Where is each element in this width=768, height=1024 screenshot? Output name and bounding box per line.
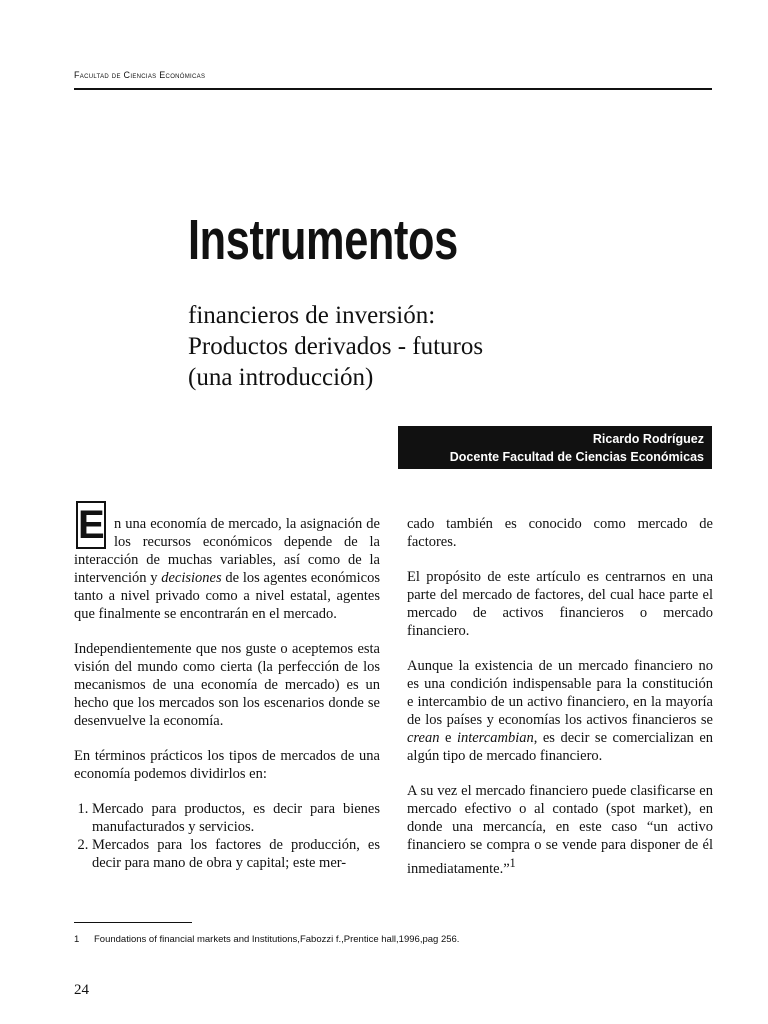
article-title: Instrumentos bbox=[188, 208, 458, 272]
drop-cap: E bbox=[78, 503, 105, 547]
right-column bbox=[407, 515, 713, 895]
footnote-text: Foundations of financial markets and Institutions,Fabozzi f.,Prentice hall,1996,pag 256. bbox=[94, 934, 460, 945]
subtitle-line-1: financieros de inversión: bbox=[188, 302, 436, 329]
running-header: Facultad de Ciencias Económicas bbox=[74, 70, 206, 80]
paragraph-intro: E n una economía de mercado, la asignación de los recursos económicos depende de la interacción de muchas variables, así como de la intervención y decisiones de los agentes económicos tanto a nivel privado como a nivel estatal, agentes que finalmente se encontrarán en el mercado. bbox=[74, 503, 380, 622]
article-subtitle bbox=[188, 300, 608, 393]
subtitle-line-2: Productos derivados - futuros bbox=[188, 333, 484, 360]
footnote-number: 1 bbox=[74, 934, 80, 945]
header-rule bbox=[74, 88, 712, 90]
author-name: Ricardo Rodríguez bbox=[592, 432, 704, 446]
list-item: 2. Mercados para los factores de producción, es decir para mano de obra y capital; este mer- bbox=[92, 836, 380, 872]
paragraph: A su vez el mercado financiero puede clasificarse en mercado efectivo o al contado (spot market), en donde una mercancía, en este caso “un activo financiero se compra o se vende para disponer de él inmediatamente.”$^1$ bbox=[407, 783, 713, 877]
market-types-list bbox=[74, 800, 380, 872]
paragraph: Aunque la existencia de un mercado financiero no es una condición indispensable para la constitución e intercambio de un activo financiero, en la mayoría de los países y economías los activos financieros se crean e intercambian, es decir se comercializan en algún tipo de mercado financiero. bbox=[407, 658, 713, 764]
footnote-ref[interactable]: 1 bbox=[509, 856, 516, 870]
subtitle-line-3: (una introducción) bbox=[188, 364, 374, 391]
footnote bbox=[74, 934, 674, 945]
author-box bbox=[398, 426, 712, 469]
list-item: 1. Mercado para productos, es decir para bienes manufacturados y servicios. bbox=[92, 800, 380, 836]
left-column bbox=[74, 503, 380, 872]
paragraph: cado también es conocido como mercado de factores. bbox=[407, 516, 713, 550]
paragraph: En términos prácticos los tipos de mercados de una economía podemos dividirlos en: bbox=[74, 748, 380, 782]
footnote-rule bbox=[74, 922, 192, 923]
paragraph: Independientemente que nos guste o aceptemos esta visión del mundo como cierta (la perfección de los mecanismos de una economía de mercado) es un hecho que los mercados son los escenarios donde se desenvuelve la economía. bbox=[74, 641, 380, 729]
paragraph: El propósito de este artículo es centrarnos en una parte del mercado de factores, del cual hace parte el mercado de activos financieros o mercado financiero. bbox=[407, 569, 713, 639]
author-role: Docente Facultad de Ciencias Económicas bbox=[449, 450, 704, 464]
page-number: 24 bbox=[74, 982, 89, 998]
